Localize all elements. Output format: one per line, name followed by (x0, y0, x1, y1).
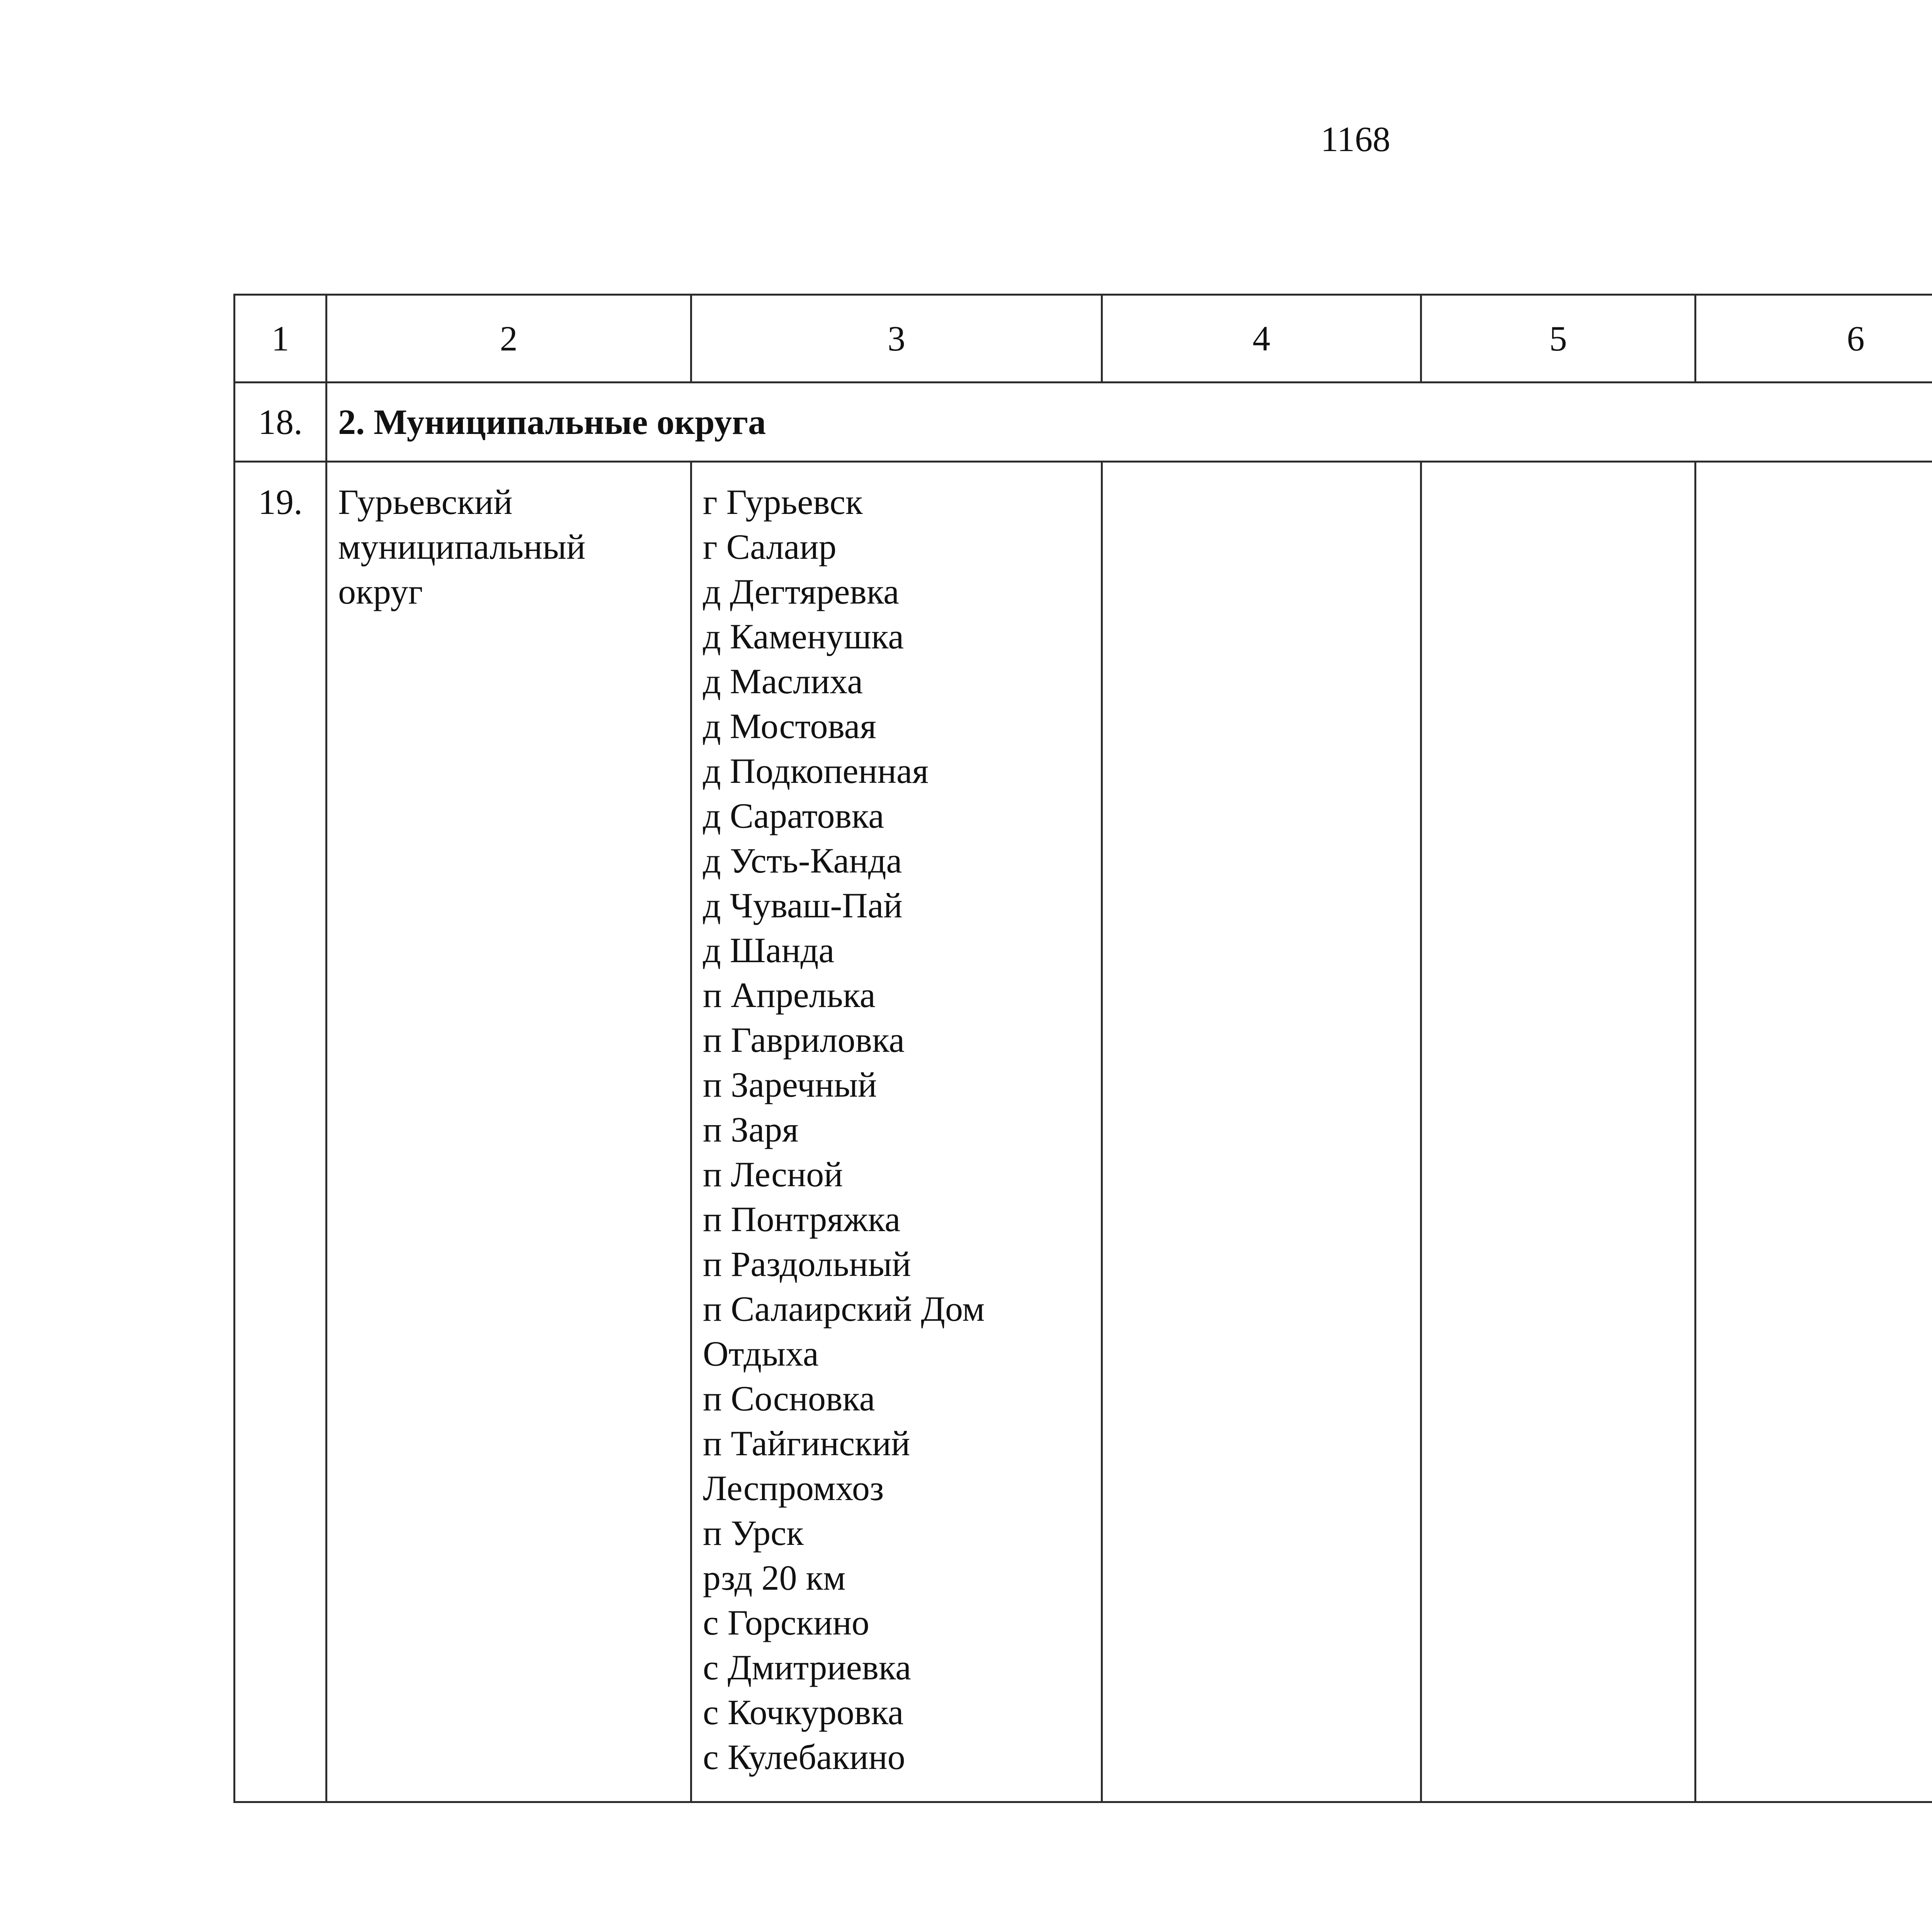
page-number: 1168 (1320, 119, 1391, 159)
municipality-name-line: муниципальный (338, 527, 586, 566)
settlement-line: д Подкопенная (703, 751, 929, 791)
municipality-name-line: Гурьевский (338, 482, 513, 522)
settlement-line: г Гурьевск (703, 482, 863, 522)
settlement-line: д Шанда (703, 930, 835, 970)
column-number-row (235, 295, 1932, 383)
settlement-line: д Чуваш-Пай (703, 886, 903, 925)
settlement-line: рзд 20 км (703, 1558, 846, 1597)
settlements-table (233, 294, 1932, 1803)
settlement-line: г Салаир (703, 527, 837, 566)
settlements-cell (691, 462, 1102, 1802)
settlement-line: п Сосновка (703, 1379, 875, 1418)
settlement-line: с Кулебакино (703, 1737, 905, 1777)
settlement-line: п Салаирский Дом (703, 1289, 985, 1328)
settlement-line: с Горскино (703, 1603, 869, 1642)
municipality-name-line: округ (338, 572, 423, 611)
settlement-line: Леспромхоз (703, 1468, 884, 1508)
settlement-line: д Маслиха (703, 662, 863, 701)
settlement-line: п Понтряжка (703, 1199, 901, 1239)
settlement-line: д Усть-Канда (703, 841, 902, 880)
column-number-cell: 4 (1102, 295, 1421, 383)
settlement-line: п Заря (703, 1110, 799, 1149)
empty-cell (1696, 462, 1932, 1802)
settlement-line: д Каменушка (703, 617, 904, 656)
settlement-line: д Саратовка (703, 796, 884, 835)
settlement-line: п Урск (703, 1513, 804, 1553)
section-title: 2. Муниципальные округа (327, 383, 1932, 462)
settlement-line: д Мостовая (703, 706, 876, 746)
settlement-line: п Заречный (703, 1065, 877, 1104)
column-number-cell: 6 (1696, 295, 1932, 383)
row-number-cell: 18. (235, 383, 327, 462)
settlement-line: п Апрелька (703, 975, 876, 1015)
column-number-cell: 5 (1421, 295, 1696, 383)
settlement-line: д Дегтяревка (703, 572, 899, 611)
settlement-line: п Тайгинский (703, 1424, 910, 1463)
settlement-line: п Гавриловка (703, 1020, 905, 1060)
column-number-cell: 3 (691, 295, 1102, 383)
empty-cell (1421, 462, 1696, 1802)
row-number-cell: 19. (235, 462, 327, 1802)
settlement-line: п Лесной (703, 1155, 843, 1194)
settlement-line: с Дмитриевка (703, 1648, 912, 1687)
column-number-cell: 2 (327, 295, 691, 383)
table-row (235, 462, 1932, 1802)
settlement-line: Отдыха (703, 1334, 819, 1373)
column-number-cell: 1 (235, 295, 327, 383)
empty-cell (1102, 462, 1421, 1802)
section-row (235, 383, 1932, 462)
municipality-cell (327, 462, 691, 1802)
settlement-line: с Кочкуровка (703, 1692, 904, 1732)
settlement-line: п Раздольный (703, 1244, 911, 1284)
